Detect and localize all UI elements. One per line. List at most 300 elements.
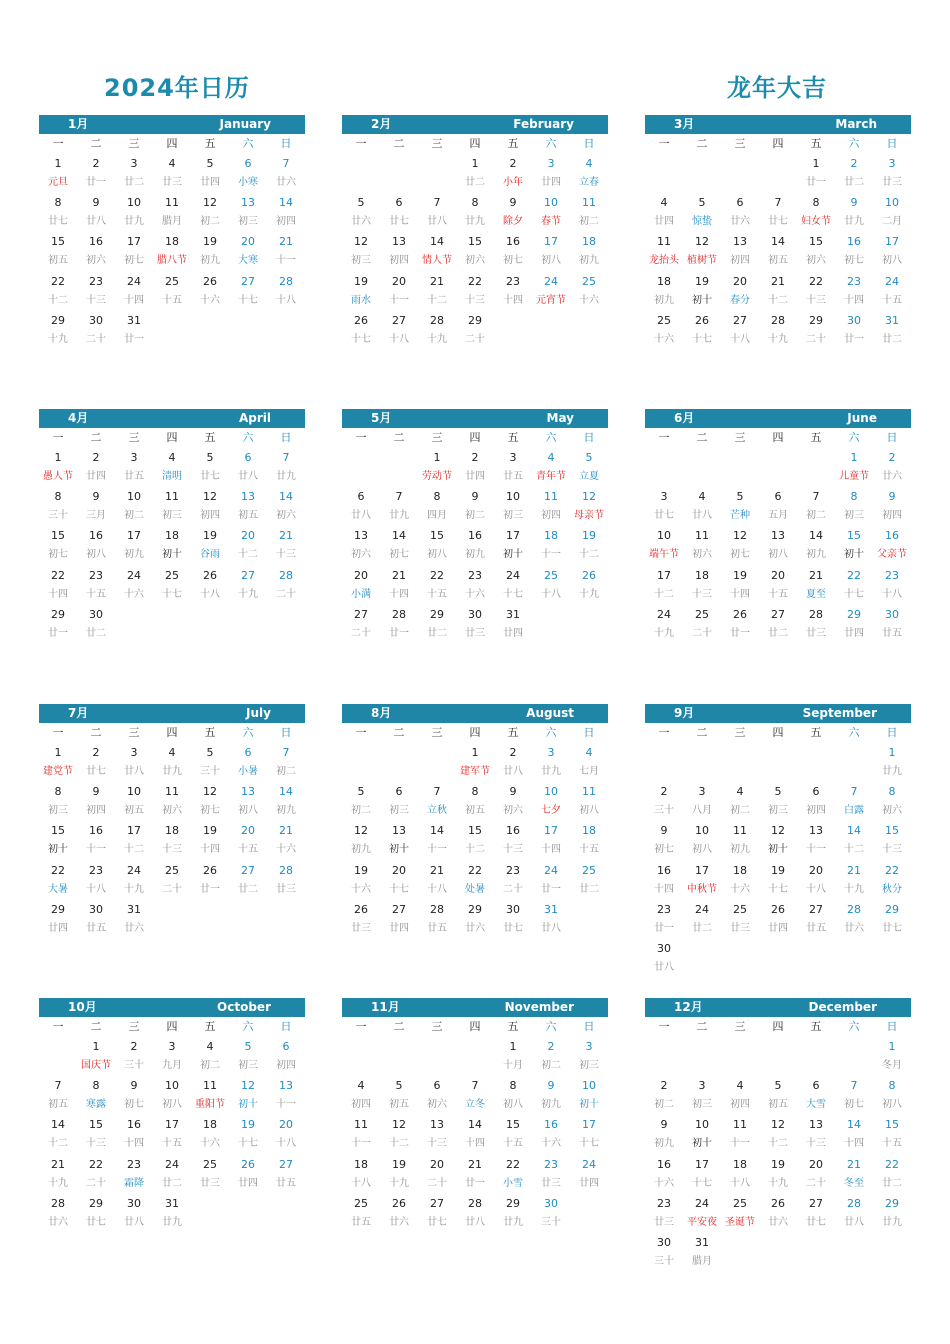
day-number: 17 [165,1118,179,1132]
lunar-label: 廿八 [692,510,712,522]
day-number: 3 [698,785,706,799]
day-number: 9 [888,490,896,504]
day-number: 12 [241,1079,255,1093]
lunar-label: 廿二 [427,627,447,639]
empty-cell [683,1037,721,1076]
lunar-label: 初五 [389,1099,409,1111]
week-row [342,526,608,565]
week-row [645,487,911,526]
lunar-label: 初八 [162,1099,182,1111]
day-number: 4 [585,746,593,759]
lunar-label: 十六 [730,883,750,895]
lunar-label: 十七 [389,883,409,895]
lunar-label: 初三 [579,1060,599,1071]
day-number: 31 [544,902,558,916]
week-row [39,566,305,605]
day-cell [759,1155,797,1194]
lunar-label: 十九 [768,1177,788,1189]
day-number: 12 [203,490,217,504]
lunar-label: 重阳节 [195,1099,225,1111]
empty-cell [267,605,305,644]
day-cell [721,272,759,311]
day-cell [721,821,759,860]
day-cell [115,193,153,232]
day-cell [380,272,418,311]
day-cell [494,1155,532,1194]
day-number: 28 [430,313,444,327]
day-number: 21 [279,529,293,543]
lunar-label: 腊月 [692,1255,712,1267]
day-cell [39,448,77,487]
lunar-label: 初十 [692,294,712,306]
day-number: 23 [657,902,671,916]
day-number: 21 [771,274,785,288]
day-number: 8 [812,196,820,210]
day-number: 11 [203,1079,217,1093]
weekday-label: 一 [658,431,670,444]
lunar-label: 廿八 [541,922,561,934]
day-cell [229,1155,267,1194]
day-cell [532,448,570,487]
day-number: 6 [244,746,252,759]
day-cell [721,1155,759,1194]
empty-cell [835,743,873,782]
day-cell [418,861,456,900]
day-number: 7 [395,490,403,504]
day-number: 23 [468,568,482,582]
lunar-label: 十四 [844,1138,864,1150]
lunar-label: 十八 [730,1177,750,1189]
week-row [645,566,911,605]
lunar-label: 初六 [86,255,106,267]
day-cell [115,1115,153,1154]
month-block [39,115,305,350]
day-cell [759,526,797,565]
weekday-label: 二 [696,137,708,150]
lunar-label: 廿四 [48,922,68,934]
day-cell [115,900,153,939]
day-cell [229,448,267,487]
lunar-label: 初六 [276,510,296,522]
day-cell [835,487,873,526]
weekday-label: 四 [772,137,784,150]
empty-cell [835,1233,873,1272]
day-cell [229,154,267,193]
day-number: 21 [430,274,444,288]
day-number: 25 [203,1157,217,1171]
day-cell [873,861,911,900]
lunar-label: 十三 [806,1138,826,1150]
day-number: 27 [392,902,406,916]
day-cell [418,566,456,605]
day-cell [570,1076,608,1115]
lunar-label: 十八 [730,333,750,345]
lunar-label: 廿二 [882,333,902,345]
day-cell [115,861,153,900]
weekday-label: 二 [90,1020,102,1033]
day-cell [494,193,532,232]
empty-cell [342,1037,380,1076]
day-cell [645,487,683,526]
lunar-label: 廿六 [351,216,371,228]
day-number: 6 [736,196,744,210]
day-number: 1 [471,157,479,170]
day-number: 15 [847,529,861,543]
week-row [645,193,911,232]
day-number: 14 [430,824,444,838]
day-number: 10 [127,196,141,210]
day-cell [759,605,797,644]
day-number: 19 [695,274,709,288]
week-row [342,1115,608,1154]
day-cell [835,900,873,939]
day-cell [191,232,229,271]
weekday-header [342,134,608,154]
lunar-label: 十二 [48,294,68,306]
day-number: 12 [733,529,747,543]
lunar-label: 十一 [541,549,561,561]
month-name-en: July [246,706,271,720]
lunar-label: 十六 [200,1138,220,1150]
lunar-label: 初二 [276,766,296,777]
empty-cell [380,743,418,782]
day-cell [570,566,608,605]
week-row [342,743,608,782]
day-number: 6 [774,490,782,504]
lunar-label: 二月 [882,216,902,228]
day-cell [115,1194,153,1233]
day-cell [229,1037,267,1076]
day-number: 29 [468,313,482,327]
day-number: 31 [165,1196,179,1210]
lunar-label: 五月 [768,510,788,522]
weekday-label: 四 [166,726,178,739]
lunar-label: 国庆节 [81,1060,111,1071]
lunar-label: 初十 [579,1099,599,1111]
weekday-label: 三 [734,1020,746,1033]
week-row [342,861,608,900]
lunar-label: 初六 [806,255,826,267]
lunar-label: 十四 [730,588,750,600]
day-cell [267,526,305,565]
day-number: 19 [771,863,785,877]
lunar-label: 廿九 [465,216,485,228]
empty-cell [797,1233,835,1272]
lunar-label: 七月 [579,766,599,777]
day-cell [267,861,305,900]
day-number: 15 [885,1118,899,1132]
lunar-label: 十二 [579,549,599,561]
lunar-label: 十七 [162,588,182,600]
day-cell [39,1115,77,1154]
lunar-label: 十四 [844,294,864,306]
day-cell [77,900,115,939]
day-number: 24 [544,863,558,877]
day-number: 12 [203,196,217,210]
weekday-header [39,134,305,154]
day-cell [380,1115,418,1154]
day-number: 25 [657,313,671,327]
day-number: 8 [509,1079,517,1093]
day-cell [267,1037,305,1076]
month-block [645,998,911,1272]
day-number: 1 [850,451,858,464]
day-cell [532,743,570,782]
lunar-label: 廿一 [654,922,674,934]
day-cell [380,1076,418,1115]
day-number: 6 [812,1079,820,1093]
empty-cell [191,1194,229,1233]
day-cell [494,900,532,939]
day-number: 5 [774,785,782,799]
month-name-cn: 5月 [371,411,392,425]
day-number: 10 [695,824,709,838]
day-number: 28 [809,607,823,621]
day-number: 1 [812,157,820,170]
lunar-label: 三十 [654,805,674,817]
lunar-label: 初六 [162,805,182,817]
day-number: 28 [279,274,293,288]
day-number: 29 [468,902,482,916]
day-cell [645,1115,683,1154]
day-cell [683,1115,721,1154]
day-cell [645,900,683,939]
day-number: 23 [506,863,520,877]
weekday-label: 五 [810,1020,822,1033]
day-number: 12 [582,490,596,504]
day-cell [77,743,115,782]
lunar-label: 初二 [730,805,750,817]
day-cell [645,939,683,978]
day-number: 28 [430,902,444,916]
lunar-label: 初九 [654,294,674,306]
lunar-label: 十六 [124,588,144,600]
day-cell [39,311,77,350]
day-cell [797,1076,835,1115]
day-number: 11 [582,196,596,210]
day-cell [456,566,494,605]
lunar-label: 植树节 [687,255,717,267]
lunar-label: 初二 [124,510,144,522]
day-cell [494,1115,532,1154]
lunar-label: 立秋 [427,805,447,817]
day-number: 18 [544,529,558,543]
empty-cell [229,605,267,644]
day-number: 8 [471,196,479,210]
lunar-label: 十二 [389,1138,409,1150]
day-number: 5 [698,196,706,210]
day-cell [873,272,911,311]
day-number: 13 [241,490,255,504]
day-cell [532,1155,570,1194]
day-number: 19 [203,529,217,543]
month-name-en: October [217,1000,271,1014]
lunar-label: 廿七 [768,216,788,228]
day-number: 18 [165,235,179,249]
day-cell [229,232,267,271]
day-number: 15 [51,529,65,543]
day-cell [570,487,608,526]
day-number: 16 [89,235,103,249]
lunar-label: 十三 [465,294,485,306]
month-name-cn: 3月 [674,117,695,131]
weekday-label: 三 [128,431,140,444]
day-number: 29 [51,607,65,621]
day-number: 20 [809,863,823,877]
lunar-label: 十三 [503,844,523,856]
day-number: 7 [812,490,820,504]
lunar-label: 三十 [654,1255,674,1267]
day-cell [797,900,835,939]
lunar-label: 除夕 [503,216,523,228]
day-number: 2 [471,451,479,464]
day-cell [835,272,873,311]
weekday-label: 三 [734,137,746,150]
day-cell [532,1194,570,1233]
day-number: 9 [509,785,517,799]
day-cell [456,311,494,350]
day-number: 7 [282,451,290,464]
day-number: 8 [92,1079,100,1093]
day-cell [153,1037,191,1076]
lunar-label: 廿一 [730,627,750,639]
lunar-label: 廿三 [882,177,902,188]
month-block [342,998,608,1233]
day-cell [456,900,494,939]
day-number: 11 [582,785,596,799]
day-cell [418,782,456,821]
day-number: 18 [354,1157,368,1171]
day-number: 31 [695,1235,709,1249]
day-cell [835,448,873,487]
day-cell [683,566,721,605]
lunar-label: 情人节 [422,255,452,267]
day-number: 27 [354,607,368,621]
lunar-label: 十九 [844,883,864,895]
day-cell [342,1194,380,1233]
day-cell [835,1115,873,1154]
day-cell [835,311,873,350]
day-number: 4 [168,451,176,464]
day-cell [570,782,608,821]
day-cell [721,1194,759,1233]
day-cell [797,861,835,900]
lunar-label: 初八 [86,549,106,561]
day-number: 10 [885,196,899,210]
lunar-label: 十八 [351,1177,371,1189]
lunar-label: 处暑 [465,883,485,895]
day-number: 28 [279,863,293,877]
day-cell [645,193,683,232]
day-number: 31 [127,902,141,916]
lunar-label: 廿一 [844,333,864,345]
lunar-label: 初六 [692,549,712,561]
lunar-label: 廿一 [389,627,409,639]
day-cell [683,900,721,939]
day-cell [77,272,115,311]
lunar-label: 十九 [238,588,258,600]
day-number: 2 [130,1040,138,1053]
lunar-label: 初八 [768,549,788,561]
week-row [645,232,911,271]
empty-cell [39,1037,77,1076]
day-number: 18 [582,235,596,249]
lunar-label: 愚人节 [43,471,73,482]
empty-cell [570,311,608,350]
day-cell [456,232,494,271]
weekday-label: 四 [772,1020,784,1033]
lunar-label: 廿四 [465,471,485,482]
weekday-label: 六 [242,137,254,150]
day-number: 4 [698,490,706,504]
day-number: 19 [771,1157,785,1171]
lunar-label: 廿九 [276,471,296,482]
day-number: 22 [51,568,65,582]
day-cell [683,782,721,821]
day-number: 8 [471,785,479,799]
day-number: 27 [771,607,785,621]
day-number: 4 [585,157,593,170]
empty-cell [759,1037,797,1076]
day-number: 7 [282,746,290,759]
lunar-label: 九月 [162,1060,182,1071]
day-number: 6 [395,785,403,799]
day-number: 2 [92,157,100,170]
weekday-label: 四 [469,1020,481,1033]
day-number: 25 [582,274,596,288]
day-number: 5 [736,490,744,504]
day-cell [683,861,721,900]
day-number: 3 [547,746,555,759]
weekday-label: 日 [886,726,898,739]
day-number: 27 [279,1157,293,1171]
day-cell [456,1155,494,1194]
day-number: 7 [850,785,858,799]
lunar-label: 十五 [427,588,447,600]
day-cell [77,487,115,526]
day-number: 16 [468,529,482,543]
day-number: 26 [203,274,217,288]
day-number: 19 [203,824,217,838]
lunar-label: 十二 [844,844,864,856]
weekday-label: 日 [280,1020,292,1033]
empty-cell [873,1233,911,1272]
day-cell [115,566,153,605]
day-number: 4 [206,1040,214,1053]
lunar-label: 初四 [882,510,902,522]
day-cell [494,743,532,782]
month-block [342,409,608,644]
day-number: 29 [885,1196,899,1210]
week-row [342,900,608,939]
lunar-label: 十九 [579,588,599,600]
day-number: 5 [244,1040,252,1053]
weekday-label: 三 [128,726,140,739]
weekday-label: 四 [772,726,784,739]
day-cell [494,566,532,605]
day-number: 18 [165,824,179,838]
day-cell [721,232,759,271]
lunar-label: 廿七 [48,216,68,228]
day-number: 16 [89,824,103,838]
day-number: 2 [660,1079,668,1093]
day-number: 18 [582,824,596,838]
day-cell [418,821,456,860]
lunar-label: 廿三 [806,627,826,639]
lunar-label: 廿四 [768,922,788,934]
day-cell [835,154,873,193]
weekday-label: 三 [431,431,443,444]
